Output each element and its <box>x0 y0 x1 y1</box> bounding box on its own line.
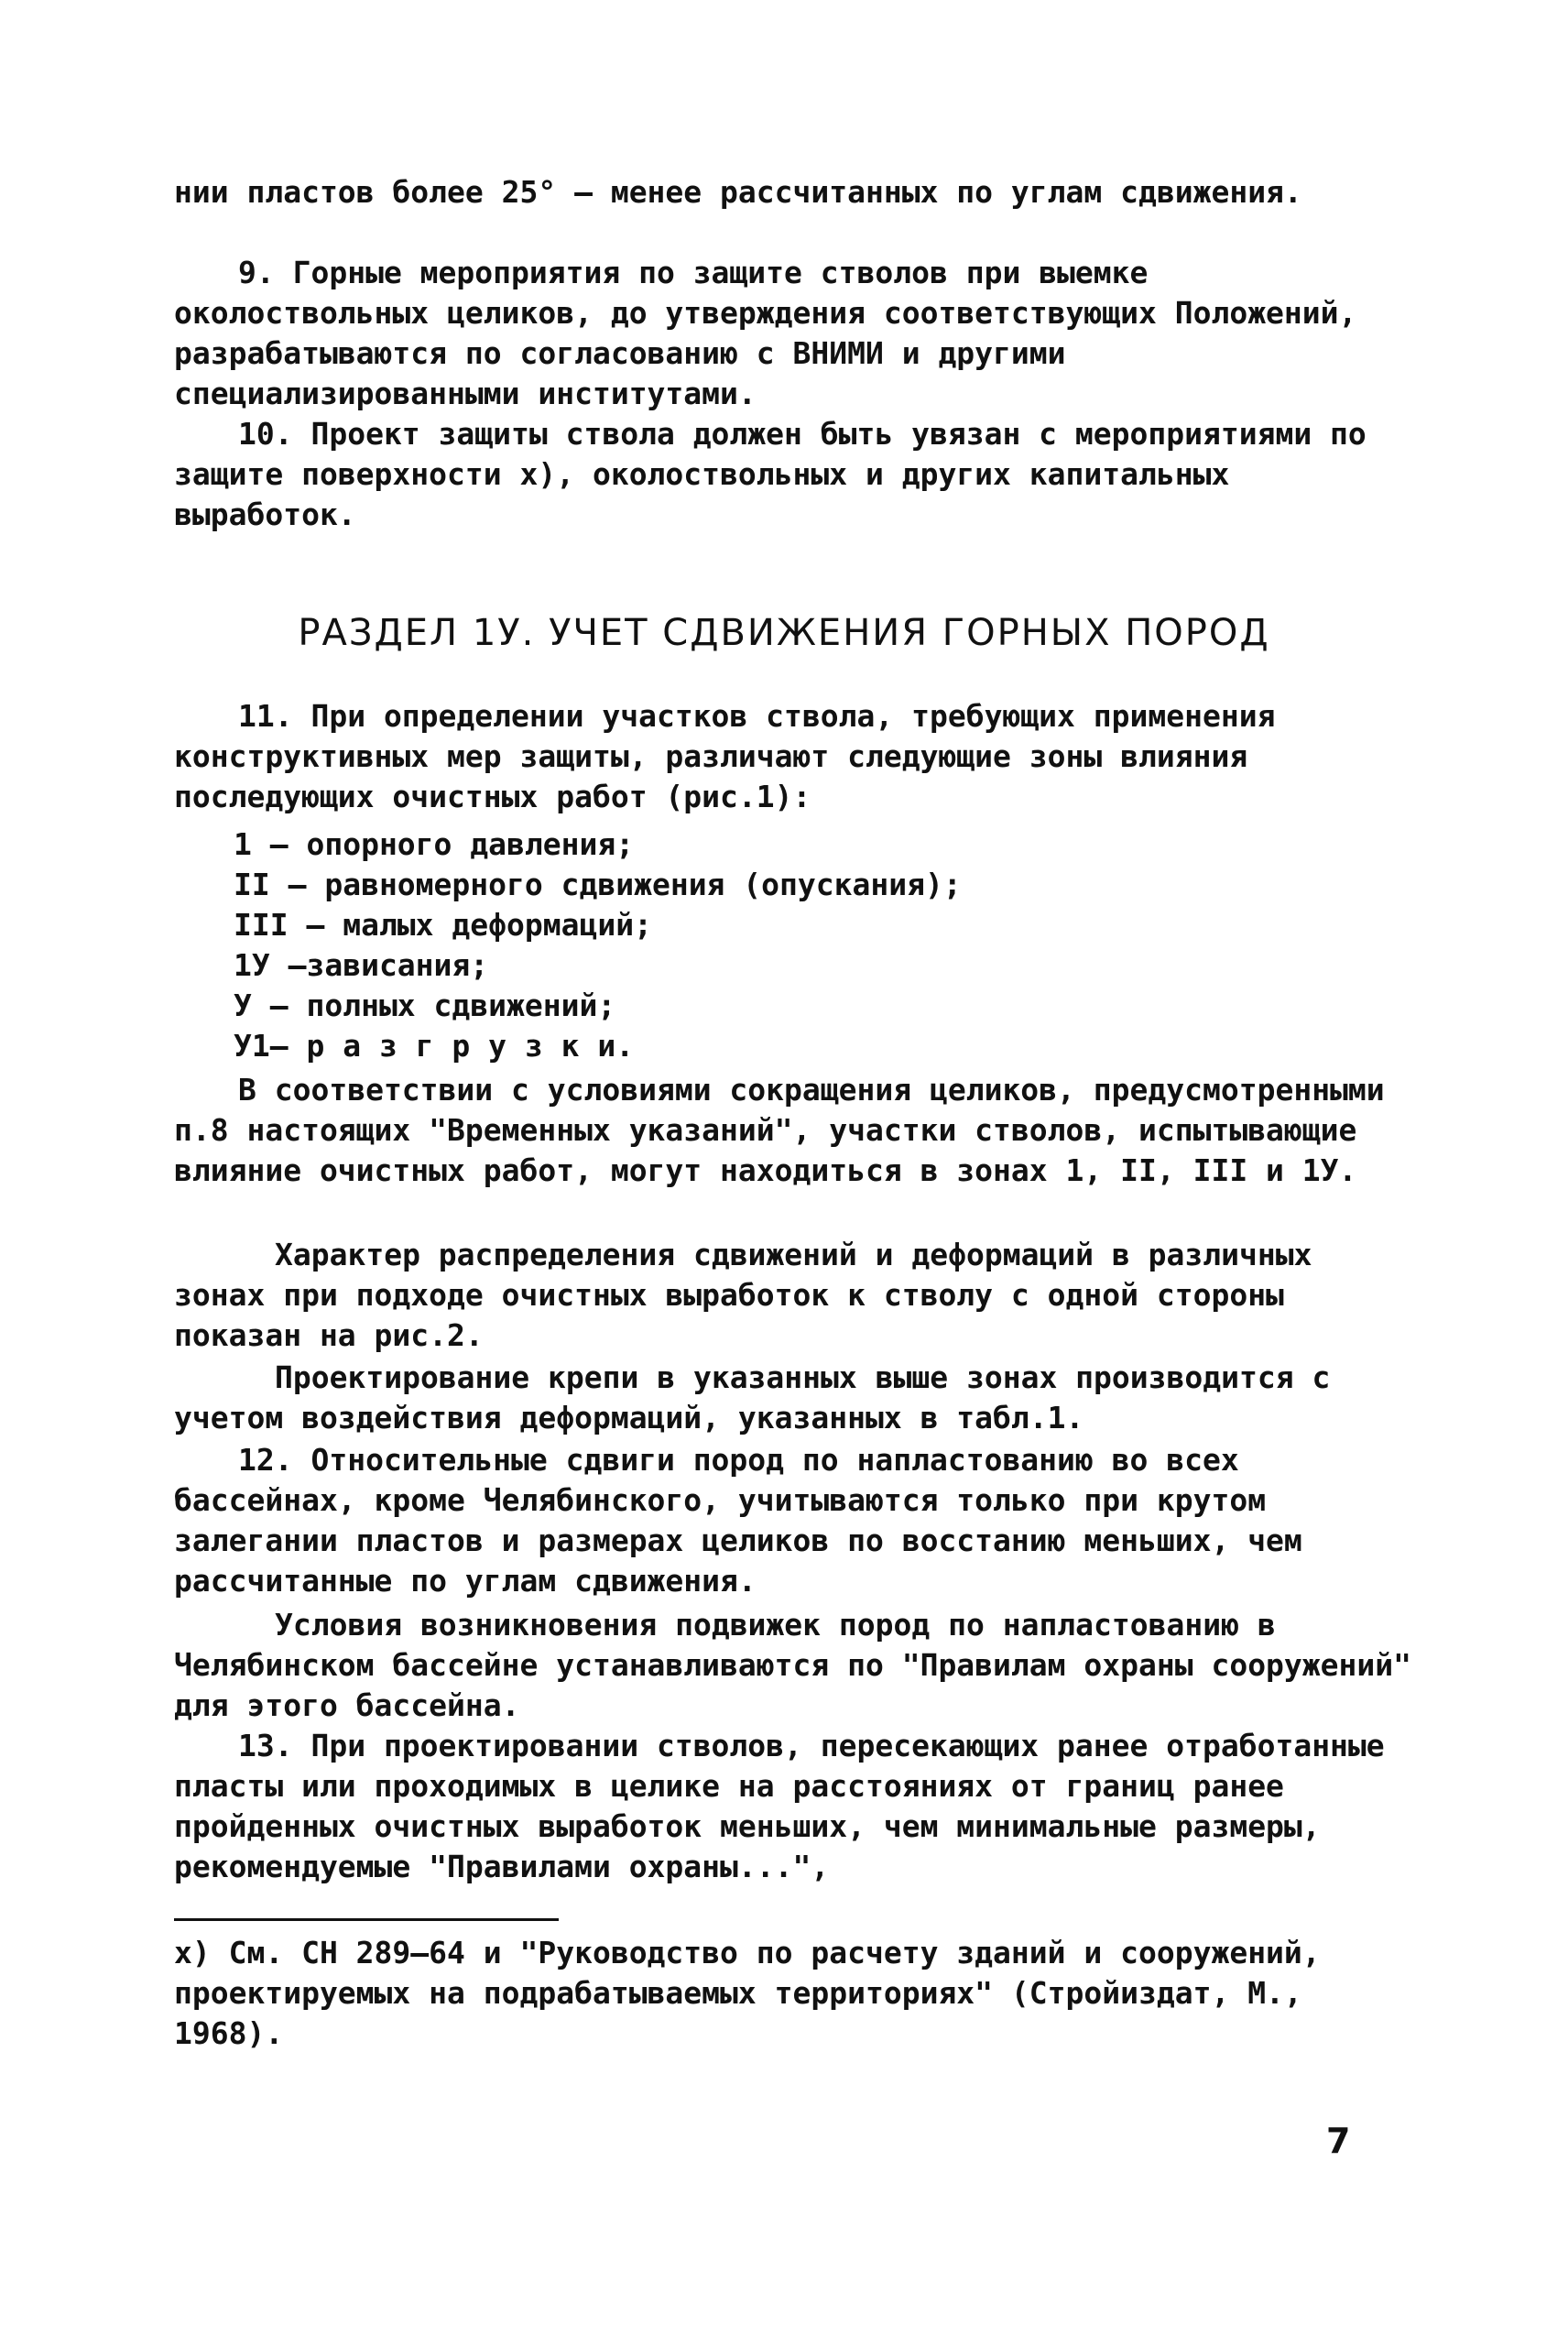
zone-item-2: II – равномерного сдвижения (опускания); <box>234 867 962 902</box>
paragraph-10: 10. Проект защиты ствола должен быть увязан с мероприятиями по защите поверхности x), околоствольных и других капитальных выработок. <box>174 416 1385 532</box>
zone-item-4: 1У –зависания; <box>234 947 489 983</box>
paragraph-11-distribution: Характер распределения сдвижений и деформаций в различных зонах при подходе очистных выработок к стволу с одной стороны показан на рис.2. <box>174 1237 1331 1353</box>
paragraph-11-conditions: В соответствии с условиями сокращения целиков, предусмотренными п.8 настоящих "Временных указаний", участки стволов, испытывающие влияние очистных работ, могут находиться в зонах 1, II, III и 1У. <box>174 1072 1403 1188</box>
paragraph-11: 11. При определении участков ствола, требующих применения конструктивных мер защиты, различают следующие зоны влияния последующих очистных работ (рис.1): <box>174 698 1294 814</box>
zone-item-5: У – полных сдвижений; <box>234 988 616 1023</box>
footnote-divider <box>174 1918 559 1921</box>
zone-item-6: У1– р а з г р у з к и. <box>234 1028 635 1064</box>
page-number: 7 <box>1326 2121 1351 2161</box>
paragraph-13: 13. При проектировании стволов, пересекающих ранее отработанные пласты или проходимых в целике на расстояниях от границ ранее пройденных очистных выработок меньших, чем минимальные размеры, рекомендуемые "Правилами охраны...", <box>174 1728 1403 1884</box>
zone-item-3: III – малых деформаций; <box>234 907 652 943</box>
footnote: x) См. СН 289–64 и "Руководство по расчету зданий и сооружений, проектируемых на подрабатываемых территориях" (Стройиздат, М., 1968). <box>174 1935 1339 2051</box>
paragraph-12: 12. Относительные сдвиги пород по напластованию во всех бассейнах, кроме Челябинского, учитываются только при крутом залегании пластов и размерах целиков по восстанию меньших, чем рассчитанные по углам сдвижения. <box>174 1442 1321 1599</box>
paragraph-continuation: нии пластов более 25° – менее рассчитанных по углам сдвижения. <box>174 174 1302 210</box>
zone-item-1: 1 – опорного давления; <box>234 826 635 862</box>
paragraph-12-chelyabinsk: Условия возникновения подвижек пород по напластованию в Челябинском бассейне устанавливаются по "Правилам охраны сооружений" для этого бассейна. <box>174 1607 1430 1723</box>
paragraph-9: 9. Горные мероприятия по защите стволов при выемке околоствольных целиков, до утверждения соответствующих Положений, разрабатываются по согласованию с ВНИМИ и другими специализированными институтами. <box>174 255 1376 411</box>
section-heading: РАЗДЕЛ 1У. УЧЕТ СДВИЖЕНИЯ ГОРНЫХ ПОРОД <box>298 612 1270 654</box>
paragraph-11-design: Проектирование крепи в указанных выше зонах производится с учетом воздействия деформаций, указанных в табл.1. <box>174 1359 1349 1435</box>
